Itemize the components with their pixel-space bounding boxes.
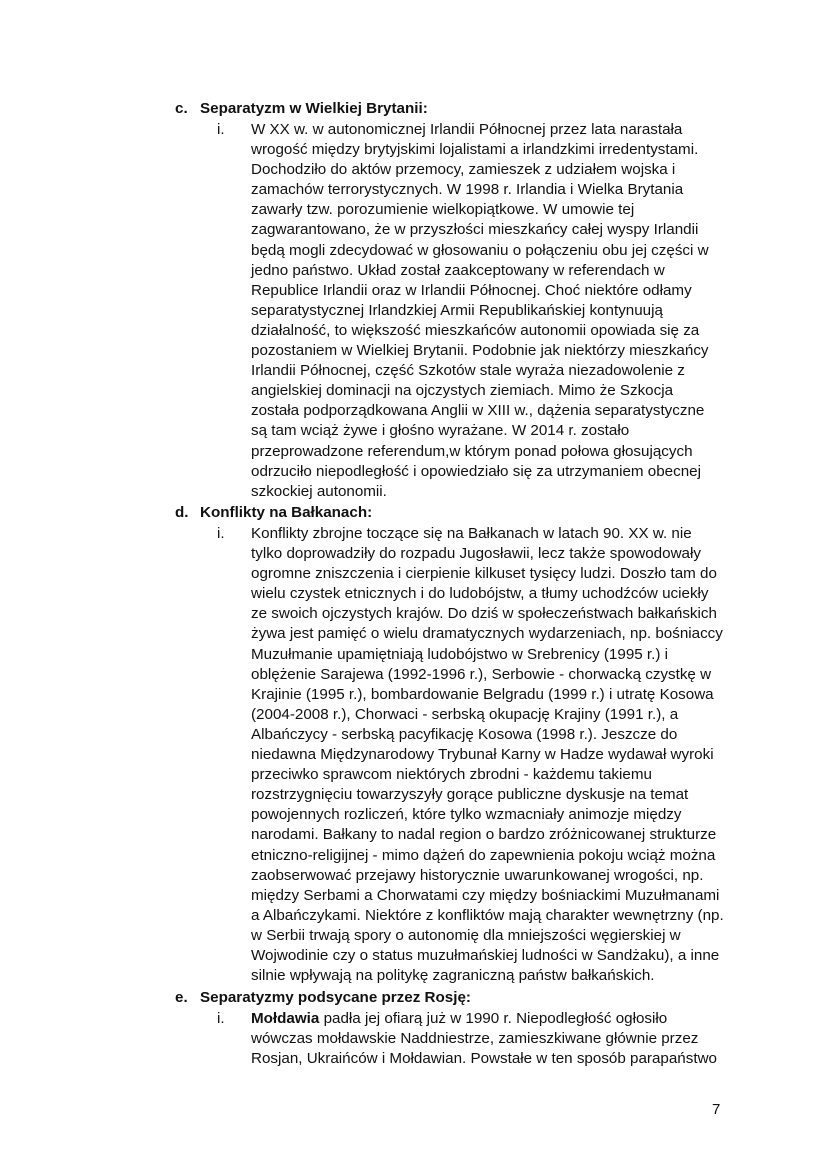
text-line: zawarły tzw. porozumienie wielkopiątkowe. W umowie tej bbox=[251, 201, 635, 219]
text-line: szkockiej autonomii. bbox=[251, 482, 387, 500]
text-line: między Serbami a Chorwatami czy między bośniackimi Muzułmanami bbox=[251, 886, 720, 904]
text-line: tylko doprowadziły do rozpadu Jugosławii, lecz także spowodowały bbox=[251, 545, 701, 563]
text-line: Konflikty zbrojne toczące się na Bałkanach w latach 90. XX w. nie bbox=[251, 525, 692, 542]
section-e-title: Separatyzmy podsycane przez Rosję: bbox=[200, 989, 471, 1006]
text-line: wówczas mołdawskie Naddniestrze, zamieszkiwane głównie przez bbox=[251, 1030, 699, 1048]
section-d-heading bbox=[175, 503, 372, 523]
section-c-heading bbox=[175, 99, 428, 119]
text-line: W XX w. w autonomicznej Irlandii Północnej przez lata narastała bbox=[251, 121, 683, 138]
section-e-item-text bbox=[251, 1009, 717, 1069]
text-line: Irlandii Północnej, część Szkotów stale wyraża niezadowolenie z bbox=[251, 362, 685, 380]
text-line: zaobserwować przejawy historycznie uwarunkowanej wrogości, np. bbox=[251, 866, 704, 884]
text-line: niedawna Międzynarodowy Trybunał Karny w Hadze wydawał wyroki bbox=[251, 746, 714, 764]
page-number: 7 bbox=[712, 1101, 721, 1118]
section-e-item-numeral: i. bbox=[217, 1010, 225, 1027]
text-line: będą mogli zdecydować w głosowaniu o połączeniu obu jej części w bbox=[251, 241, 709, 259]
text-line: przeprowadzone referendum,w którym ponad połowa głosujących bbox=[251, 442, 693, 460]
text-line-first bbox=[251, 1009, 717, 1029]
section-e-heading bbox=[175, 988, 471, 1008]
section-c-item-text bbox=[251, 120, 709, 502]
text-line: Wojwodinie czy o status muzułmańskiej ludności w Sandżaku), a inne bbox=[251, 946, 720, 964]
text-line: Albańczycy - serbską pacyfikację Kosowa (1998 r.). Jeszcze do bbox=[251, 725, 678, 743]
section-d-item-numeral: i. bbox=[217, 525, 225, 542]
text-line: a Albańczykami. Niektóre z konfliktów mają charakter wewnętrzny (np. bbox=[251, 906, 724, 924]
text-line: działalność, to większość mieszkańców autonomii opowiada się za bbox=[251, 321, 700, 339]
text-line: przeciwko sprawcom niektórych zbrodni - każdemu takiemu bbox=[251, 766, 652, 784]
text-line: powojennych rozliczeń, które tylko wzmacniały animozje między bbox=[251, 806, 682, 824]
text-line: zamachów terrorystycznych. W 1998 r. Irlandia i Wielka Brytania bbox=[251, 181, 684, 199]
text-line: jedno państwo. Układ został zaakceptowany w referendach w bbox=[251, 261, 665, 279]
text-line: Krajinie (1995 r.), bombardowanie Belgradu (1999 r.) i utratę Kosowa bbox=[251, 685, 714, 703]
text-line: ogromne zniszczenia i cierpienie kilkuset tysięcy ludzi. Doszło tam do bbox=[251, 565, 717, 583]
section-c-item-numeral: i. bbox=[217, 121, 225, 138]
text-line: separatystycznej Irlandzkiej Armii Republikańskiej kontynuują bbox=[251, 301, 663, 319]
text-line-rest: padła jej ofiarą już w 1990 r. Niepodległość ogłosiło bbox=[319, 1010, 668, 1027]
text-line: Muzułmanie upamiętniają ludobójstwo w Srebrenicy (1995 r.) i bbox=[251, 645, 669, 663]
text-line: żywa jest pamięć o wielu dramatycznych wydarzeniach, np. bośniaccy bbox=[251, 625, 723, 643]
text-line: pozostaniem w Wielkiej Brytanii. Podobnie jak niektórzy mieszkańcy bbox=[251, 342, 709, 360]
text-line: angielskiej dominacji na ojczystych ziemiach. Mimo że Szkocja bbox=[251, 382, 674, 400]
text-line: narodami. Bałkany to nadal region o bardzo zróżnicowanej strukturze bbox=[251, 826, 717, 844]
section-d-letter: d. bbox=[175, 504, 189, 521]
text-line: (2004-2008 r.), Chorwaci - serbską okupację Krajiny (1991 r.), a bbox=[251, 705, 679, 723]
text-line: zagwarantowano, że w przyszłości mieszkańcy całej wyspy Irlandii bbox=[251, 221, 699, 239]
text-line: w Serbii trwają spory o autonomię dla mniejszości węgierskiej w bbox=[251, 926, 681, 944]
text-line: rozstrzygnięciu towarzyszyły gorące publiczne dyskusje na temat bbox=[251, 786, 689, 804]
text-line: wielu czystek etnicznych i do ludobójstw, a tłumy uchodźców uciekły bbox=[251, 585, 709, 603]
section-e-letter: e. bbox=[175, 989, 188, 1006]
text-line: oblężenie Sarajewa (1992-1996 r.), Serbowie - chorwacką czystkę w bbox=[251, 665, 712, 683]
text-line: została podporządkowana Anglii w XIII w., dążenia separatystyczne bbox=[251, 402, 705, 420]
section-d-item-text bbox=[251, 524, 724, 986]
text-line: silnie wpływają na politykę zagraniczną państw bałkańskich. bbox=[251, 967, 655, 985]
text-line: Rosjan, Ukraińców i Mołdawian. Powstałe w ten sposób parapaństwo bbox=[251, 1050, 717, 1068]
section-c-letter: c. bbox=[175, 100, 188, 117]
text-line: etniczno-religijnej - mimo dążeń do zapewnienia pokoju wciąż można bbox=[251, 846, 716, 864]
text-line: wrogość między brytyjskimi lojalistami a irlandzkimi irredentystami. bbox=[251, 141, 699, 159]
emphasis-moldawia: Mołdawia bbox=[251, 1010, 320, 1027]
text-line: są tam wciąż żywe i głośno wyrażane. W 2014 r. zostało bbox=[251, 422, 630, 440]
section-c-title: Separatyzm w Wielkiej Brytanii: bbox=[200, 100, 428, 117]
text-line: Republice Irlandii oraz w Irlandii Północnej. Choć niektóre odłamy bbox=[251, 281, 692, 299]
section-d-title: Konflikty na Bałkanach: bbox=[200, 504, 373, 521]
text-line: Dochodziło do aktów przemocy, zamieszek z udziałem wojska i bbox=[251, 161, 676, 179]
text-line: odrzuciło niepodległość i opowiedziało się za utrzymaniem obecnej bbox=[251, 462, 701, 480]
text-line: ze swoich ojczystych krajów. Do dziś w społeczeństwach bałkańskich bbox=[251, 605, 717, 623]
